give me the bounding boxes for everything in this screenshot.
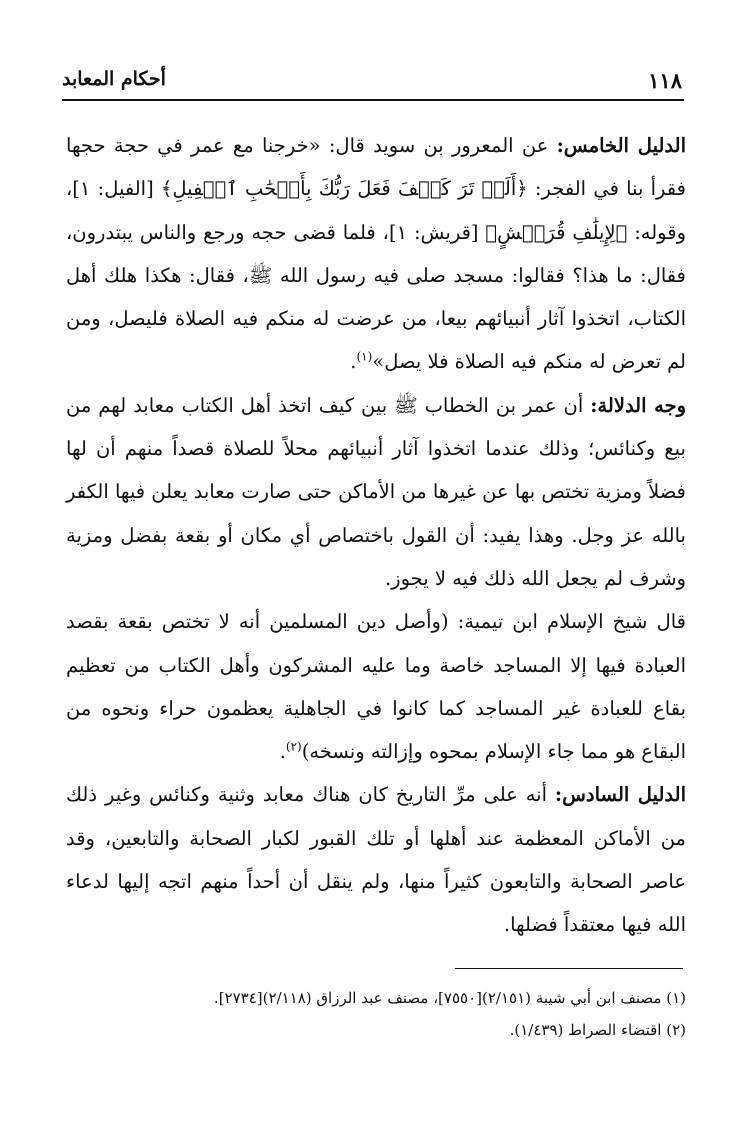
paragraph-text: عن المعرور بن سويد قال: «خرجنا مع عمر في حجة حجها فقرأ بنا في الفجر: ﴿أَلَمۡ تَرَ كَيۡفَ فَعَلَ رَبُّكَ بِأَصۡحَٰبِ ٱلۡفِيلِ﴾ [الفيل: ١]، وقوله: ﴿لِإِيلَٰفِ قُرَيۡشٍ﴾ [قريش: ١]، فلما قضى حجه ورجع والناس يبتدرون، فقال: ما هذا؟ فقالوا: مسجد صلى فيه رسول الله ﷺ، فقال: هكذا هلك أهل الكتاب، اتخذوا آثار أنبيائهم بيعا، من عرضت له منكم فيه الصلاة فليصل، ومن لم تعرض له منكم فيه الصلاة فلا يصل»	[66, 134, 686, 374]
paragraph-inference	[66, 384, 686, 600]
paragraph-ibn-taymiyyah-quote	[66, 600, 686, 773]
footnote-rule	[455, 968, 683, 969]
footnote-marker: (٢)	[285, 739, 302, 754]
footnote-2: (٢) اقتضاء الصراط (١/٤٣٩).	[509, 1021, 686, 1039]
header-rule	[62, 99, 684, 101]
body-text	[66, 124, 686, 947]
page-header	[62, 60, 682, 96]
footnote-marker: (١)	[356, 349, 373, 364]
paragraph-evidence-six	[66, 773, 686, 946]
paragraph-lead: الدليل الخامس:	[556, 134, 686, 157]
footnote-1: (١) مصنف ابن أبي شيبة (٢/١٥١)[٧٥٥٠]، مصنف عبد الرزاق (٢/١١٨)[٢٧٣٤].	[213, 989, 686, 1007]
paragraph-lead: الدليل السادس:	[554, 783, 686, 807]
paragraph-tail: .	[279, 740, 286, 764]
paragraph-text: أنه على مرِّ التاريخ كان هناك معابد وثنية وكنائس وغير ذلك من الأماكن المعظمة عند أهلها أو تلك القبور لكبار الصحابة والتابعين، وقد عاصر الصحابة والتابعون كثيراً منها، ولم ينقل أن أحداً منهم اتجه إليها لدعاء الله فيها معتقداً فضلها.	[66, 783, 686, 937]
paragraph-tail: .	[350, 350, 357, 374]
footnotes	[66, 982, 686, 1046]
paragraph-lead: وجه الدلالة:	[590, 393, 686, 417]
paragraph-text: أن عمر بن الخطاب ﷺ بين كيف اتخذ أهل الكتاب معابد لهم من بيع وكنائس؛ وذلك عندما اتخذوا آثار أنبيائهم محلاً للصلاة قصداً منهم أن لها فضلاً ومزية تختص بها عن غيرها من الأماكن حتى صارت معابد يعلن فيها الكفر بالله عز وجل. وهذا يفيد: أن القول باختصاص أي مكان أو بقعة بفضل ومزية وشرف لم يجعل الله ذلك فيه لا يجوز.	[66, 393, 686, 590]
running-title: أحكام المعابد	[62, 68, 166, 90]
paragraph-text: قال شيخ الإسلام ابن تيمية: (وأصل دين المسلمين أنه لا تختص بقعة بقصد العبادة فيها إلا المساجد خاصة وما عليه المشركون وأهل الكتاب من تعظيم بقاع للعبادة غير المساجد كما كانوا في الجاهلية يعظمون حراء ونحوه من البقاع هو مما جاء الإسلام بمحوه وإزالته ونسخه)	[66, 610, 686, 764]
page-number: ١١٨	[648, 68, 682, 93]
paragraph-evidence-five	[66, 124, 686, 384]
